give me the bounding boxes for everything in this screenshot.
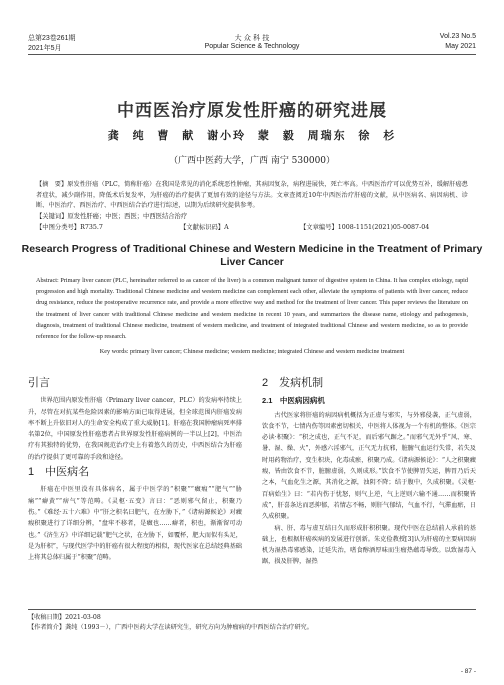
- section-2-heading: 2 发病机制: [262, 377, 324, 389]
- abstract-en: Abstract: Primary liver cancer (PLC, hereinafter referred to as cancer of the liver) is a common malignant tumor of digestive system in China. It has complex etiology, rapid progression and high mortality. Traditional Chinese medicine and western medicine can complement each other, alleviate the symptoms of patients with liver cancer, reduce drug resistance, reduce the postoperative recurrence rate, and provide a more effective way and method for the treatment of liver cancer. This paper reviews the literature on the treatment of liver cancer with traditional Chinese medicine and western medicine in recent 10 years, and summarizes the disease name, etiology and pathogenesis, diagnosis, treatment of traditional Chinese medicine, treatment of western medicine, and treatment of integrated traditional Chinese and western medicine, so as to provide reference for the follow-up research.: [36, 277, 468, 341]
- abstract-cn: 【摘 要】原发性肝癌（PLC，简称肝癌）在我国是常见的消化系统恶性肿瘤，其病因复杂，病程进展快，死亡率高。中西医治疗可以优势互补，缓解肝癌患者症状，减少副作用，降低术后复发率，为肝癌的治疗提供了更加有效的途径与方法。文章查阅近10年中西医治疗肝癌的文献，从中医病名、病因病机、诊断、中医治疗、西医治疗、中西医结合治疗进行综述，以期为后续研究提供参考。: [36, 181, 468, 209]
- doc-code: 【文献标识码】A: [180, 224, 229, 231]
- section-intro-heading: 引言: [28, 377, 50, 389]
- month: May 2021: [445, 43, 476, 50]
- date-cn: 2021年5月: [28, 45, 62, 52]
- section-1-heading: 1 中医病名: [28, 466, 90, 479]
- right-column: [262, 378, 476, 568]
- section-2-1-paragraph: 古代医家将肝癌的病因病机概括为正虚与邪实，与外邪侵袭，正气虚弱，饮食不节，七情内伤等因素密切相关，中医将人体视为一个有机的整体。《医宗必读·积聚》：“积之成也，正气不足，而后邪气踞之。”而邪气无外乎“风、寒、暑、湿、燥、火”，外感六淫邪气，正气无力抗邪，脏腑气血运行失常，若失及时用药物治疗，变生积块，化毒成瘀，积聚乃成。《诸病源候论》：“人之积聚癥瘕，皆由饮食不节，脏腑虚弱，久则成形。”饮食不节使脾胃失运，脾胃乃后天之本，气血化生之源，其消化之源，浊阴不降；结于腹中，久成积聚。《灵枢·百病始生》曰：“若内伤于忧怒，则气上逆，气上逆则六输不通……而积聚皆成”，肝喜条达而恶抑郁，若情志不畅，则肝气郁结，气血不行，气滞血瘀，日久成积聚。: [262, 411, 476, 521]
- issue-cn: 总第23卷261期: [28, 35, 76, 42]
- keywords-en: Key words: primary liver cancer; Chinese medicine; western medicine; integrated Chinese and western medicine treatment: [99, 348, 405, 355]
- section-2-1-heading: 2.1 中医病因病机: [262, 396, 325, 406]
- footnotes: [28, 609, 476, 633]
- page-number: - 87 -: [460, 668, 476, 675]
- journal-cn: 大 众 科 技: [234, 34, 270, 42]
- section-2-1-paragraph-2: 病、肝、毒与虚互结日久而形成肝积积聚。现代中医在总结前人承前的基础上，也根据肝癌疾病的发展进行创新。朱克俭教授[3]认为肝癌的主要病因病机为湿热毒邪感染，迁延失治，嗜食醇酒厚味而生瘤热蕴毒导致。以致湿毒入踞，损及肝脾，湿热: [262, 524, 476, 566]
- author-bio: 【作者简介】龚纯（1993－），广西中医药大学在读研究生，研究方向为肿瘤病的中西医结合治疗研究。: [28, 624, 313, 631]
- keywords-cn: 【关键词】原发性肝癌；中医；西医；中西医结合治疗: [36, 213, 188, 220]
- authors: 龚 纯 曹 献 谢小玲 蒙 毅 周瑞东 徐 杉: [107, 129, 397, 142]
- class-no: 【中图分类号】R735.7: [36, 224, 103, 231]
- section-1-paragraph: 肝癌在中医里没有具体病名，属于中医学的“积聚”“癥瘕”“肥气”“胁痛”“癖黄”“痞气”等范畴。《灵枢·五变》言曰：“恶则邪气留止，积聚乃伤。”《难经·五十六难》中“肝之积名曰肥气，在左胁下，”《诸病源候论》对癥瘕积聚进行了详细分辨，“盘牢不移者，是癥也……癖者，积也，渐渐留可动也。”《济生方》中详细记载“肥气之状，在左胁下，如覆杯，肥大而似有头足，是为肝积”，与现代医学中的肝癌有很大程度的相似，现代医家在总结经典基础上将其总体归属于“积聚”范畴。: [28, 486, 242, 562]
- volume: Vol.23 No.5: [439, 33, 476, 40]
- title-en: Research Progress of Traditional Chinese and Western Medicine in the Treatment of Primary Liver Cancer: [21, 243, 483, 268]
- journal-en: Popular Science & Technology: [204, 43, 300, 50]
- header-rule: [28, 54, 476, 55]
- article-no: 【文章编号】1008-1151(2021)05-0087-04: [300, 224, 430, 231]
- paper-title: 中西医治疗原发性肝癌的研究进展: [117, 101, 387, 121]
- affiliation: （广西中医药大学，广西 南宁 530000）: [168, 156, 336, 166]
- received-date: 【收稿日期】2021-03-08: [28, 614, 101, 621]
- intro-paragraph: 世界范围内原发性肝癌（Primary liver cancer，PLC）的发病率持续上升，尽管在对抗某些危险因素的影响方面已取得进展，但全球范围内肝癌发病率不断上升依旧对人的生命安全构成了重大威胁[1]。肝癌在我国肿瘤病死率排名第2位，中国原发性肝癌患者占世界原发性肝癌病例的一半以上[2]，中医治疗有其独特的优势，在我国规范治疗史上有着悠久的历史，中西医结合为肝癌的治疗提供了更可靠的手段和途径。: [28, 397, 242, 461]
- left-column: [28, 378, 242, 563]
